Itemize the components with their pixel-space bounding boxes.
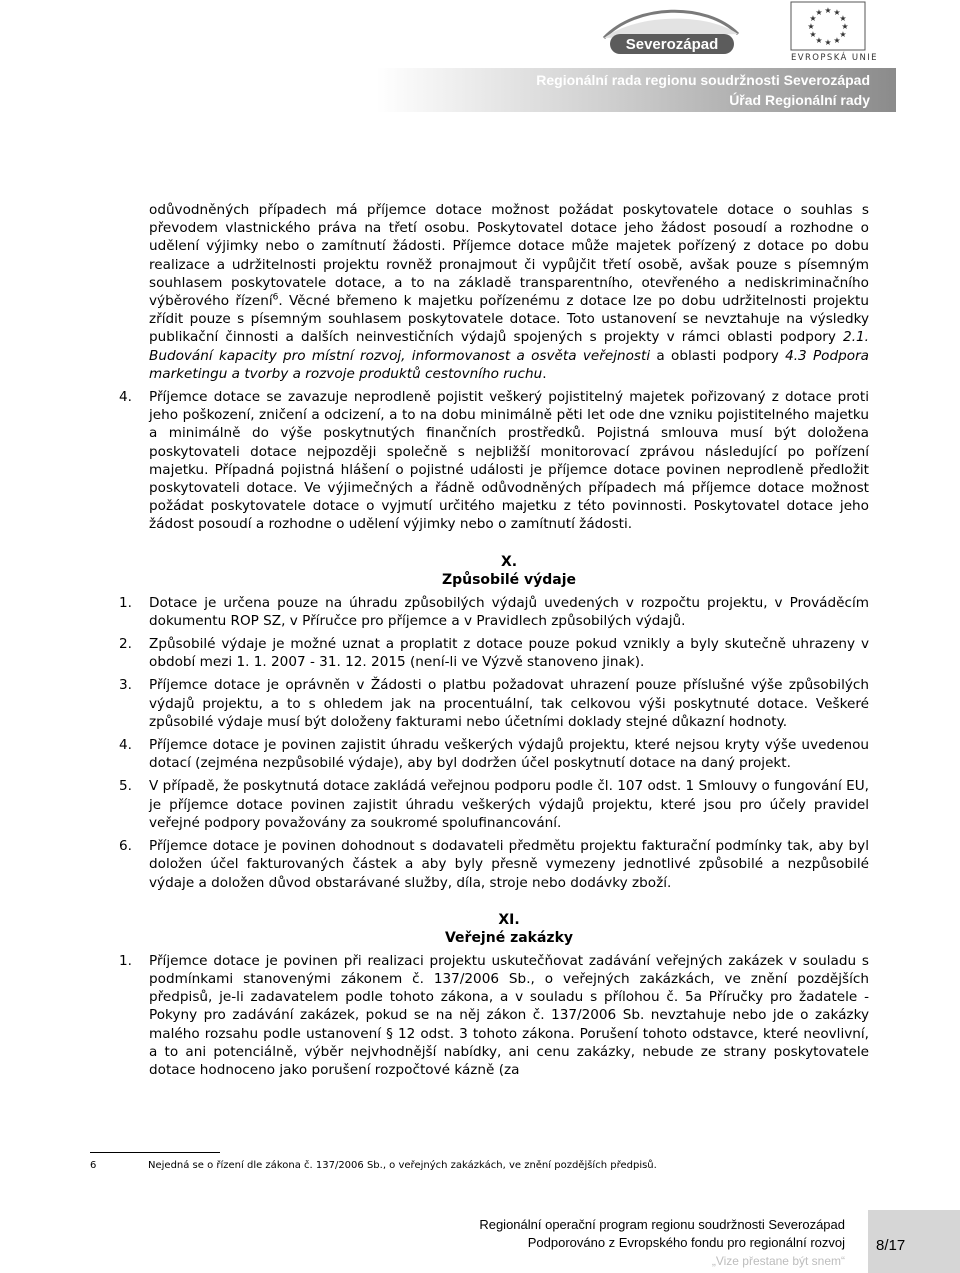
item-text: Příjemce dotace je oprávněn v Žádosti o platbu požadovat uhrazení pouze příslušné výše způsobilých výdajů projektu, a to s ohledem jak na procentuální, tak celkovou výši poskytnuté dotace. Veškeré způsobilé výdaje musí být doloženy fakturami nebo účetními doklady stejné důkazní hodnoty. [149, 677, 869, 730]
footer-slogan: „Vize přestane být snem“ [711, 1254, 845, 1268]
item-number: 1. [119, 594, 132, 611]
page-footer [0, 1210, 960, 1273]
eu-label: EVROPSKÁ UNIE [791, 53, 878, 63]
svg-text:★: ★ [809, 30, 817, 39]
list-item [119, 952, 869, 1079]
item-text: Příjemce dotace se zavazuje neprodleně pojistit veškerý pojistitelný majetek pořizovaný z dotace proti jeho poškození, zničení a odcizení, a to na dobu minimálně pěti let ode dne vzniku pojistitelného majetku a minimálně do výše poskytnutých finančních prostředků. Pojistná smlouva musí být doložena poskytovateli dotace nejpozději společně s nejbližší monitorovací zprávou následující po pořízení majetku. Případná pojistná hlášení o pojistné události je příjemce dotace povinen neprodleně předložit poskytovateli dotace. Ve výjimečných a řádně odůvodněných případech má příjemce dotace možnost požádat poskytovatele dotace o vyjmutí určitého majetku z této povinnosti. Poskytovatel dotace jeho žádost posoudí a rozhodne o udělení výjimky nebo o zamítnutí žádosti. [149, 389, 869, 533]
item-number: 6. [119, 838, 132, 855]
footnote-divider [90, 1152, 220, 1153]
section-title: Veřejné zakázky [444, 930, 574, 947]
severozapad-logo [596, 8, 746, 60]
document-body [119, 201, 869, 1079]
item-text: Příjemce dotace je povinen dohodnout s dodavateli předmětu projektu fakturační podmínky tak, aby byl doložen účel fakturovaných částek a aby byly přesně vymezeny jednotlivé způsobilé a nezpůsobilé výdaje a doložen důvod obstarávané služby, díla, stroje nebo dodávky zboží. [149, 838, 869, 891]
item-number: 2. [119, 636, 132, 653]
svg-text:★: ★ [841, 22, 849, 31]
item-number: 4. [119, 389, 132, 406]
list-item [119, 676, 869, 731]
list-item [119, 594, 869, 630]
list-item [119, 837, 869, 892]
item-text: Způsobilé výdaje je možné uznat a proplatit z dotace pouze pokud vznikly a byly skutečně uhrazeny v období mezi 1. 1. 2007 - 31. 12. 2015 (není-li ve Výzvě stanoveno jinak). [149, 636, 869, 671]
header-office-name: Úřad Regionální rady [729, 92, 870, 108]
item-number: 5. [119, 778, 132, 795]
footer-program: Regionální operační program regionu soudržnosti Severozápad [479, 1217, 845, 1232]
svg-text:★: ★ [824, 6, 832, 15]
svg-text:★: ★ [833, 36, 841, 45]
item-number: 4. [119, 737, 132, 754]
item-text: Dotace je určena pouze na úhradu způsobilých výdajů uvedených v rozpočtu projektu, v Prováděcím dokumentu ROP SZ, v Příručce pro příjemce a v Pravidlech způsobilých výdajů. [149, 594, 869, 629]
svg-text:★: ★ [807, 22, 815, 31]
list-item [119, 736, 869, 772]
footnote-text: Nejedná se o řízení dle zákona č. 137/2006 Sb., o veřejných zakázkách, ve znění pozdějších předpisů. [148, 1160, 657, 1171]
footnote [90, 1160, 657, 1171]
page-header [0, 0, 960, 120]
svg-text:★: ★ [824, 38, 832, 47]
item-text: Příjemce dotace je povinen zajistit úhradu veškerých výdajů projektu, které nejsou kryty výše uvedenou dotací (zejména nezpůsobilé výdaje), aby byl dodržen účel poskytnutí dotace na daný projekt. [149, 737, 869, 772]
intro-paragraph: odůvodněných případech má příjemce dotace možnost požádat poskytovatele dotace o souhlas s převodem vlastnického práva na třetí osobu. Poskytovatel dotace jeho žádost posoudí a rozhodne o udělení výjimky nebo o zamítnutí žádosti. Příjemce dotace může majetek pořízený z dotace po dobu realizace a udržitelnosti projektu rovněž pronajmout či vypůjčit třetí osobě, avšak pouze s písemným souhlasem poskytovatele dotace, a to na základě transparentního, otevřeného a nediskriminačního výběrového řízení$^6$. Věcné břemeno k majetku pořízenému z dotace lze po dobu udržitelnosti projektu zřídit pouze s písemným souhlasem poskytovatele dotace. Toto ustanovení se nevztahuje na výsledky publikační činnosti a dalších neinvestičních výdajů spojených s projekty v rámci oblasti podpory 2.1. Budování kapacity pro místní rozvoj, informovanost a osvěta veřejnosti a oblasti podpory 4.3 Podpora marketingu a tvorby a rozvoje produktů cestovního ruchu. [149, 202, 869, 382]
svg-text:★: ★ [839, 14, 847, 23]
list-item [119, 777, 869, 832]
page-number: 8/17 [876, 1237, 906, 1254]
footnote-ref[interactable]: 6 [272, 292, 279, 303]
item-number: 3. [119, 677, 132, 694]
section-title: Způsobilé výdaje [441, 572, 577, 589]
item-text: V případě, že poskytnutá dotace zakládá veřejnou podporu podle čl. 107 odst. 1 Smlouvy o fungování EU, je příjemce dotace povinen zajistit úhradu veškerých výdajů projektu, které jsou pro účely pravidel veřejné podpory považovány za soukromé spolufinancování. [149, 778, 869, 831]
item-number: 1. [119, 952, 132, 969]
svg-text:★: ★ [809, 14, 817, 23]
header-org-name: Regionální rada regionu soudržnosti Severozápad [536, 72, 870, 88]
svg-text:★: ★ [839, 30, 847, 39]
section-number: X. [500, 553, 518, 570]
list-item [119, 388, 869, 534]
footer-fund: Podporováno z Evropského fondu pro regionální rozvoj [527, 1235, 845, 1250]
item-text: Příjemce dotace je povinen při realizaci projektu uskutečňovat zadávání veřejných zakázek v souladu s podmínkami stanovenými zákonem č. 137/2006 Sb., o veřejných zakázkách, ve znění pozdějších předpisů, je-li zadavatelem podle tohoto zákona, a v souladu s přílohou č. 5a Příručky pro žadatele - Pokyny pro zadávání zakázek, pokud se na něj zákon č. 137/2006 Sb. nevztahuje nebo jde o zakázky malého rozsahu podle ustanovení § 12 odst. 3 tohoto zákona. Porušení tohoto odstavce, které neovlivní, a to ani potenciálně, výběr nejvhodnější nabídky, ani cenu zakázky, nebude ze strany poskytovatele dotace hodnoceno jako porušení rozpočtové kázně (za [149, 952, 869, 1078]
section-number: XI. [498, 911, 520, 928]
svg-text:★: ★ [815, 8, 823, 17]
footnote-number: 6 [90, 1160, 97, 1171]
svg-text:★: ★ [815, 36, 823, 45]
list-item [119, 635, 869, 671]
page-number-box [868, 1210, 960, 1273]
logo-text: Severozápad [625, 36, 719, 53]
svg-text:★: ★ [833, 8, 841, 17]
